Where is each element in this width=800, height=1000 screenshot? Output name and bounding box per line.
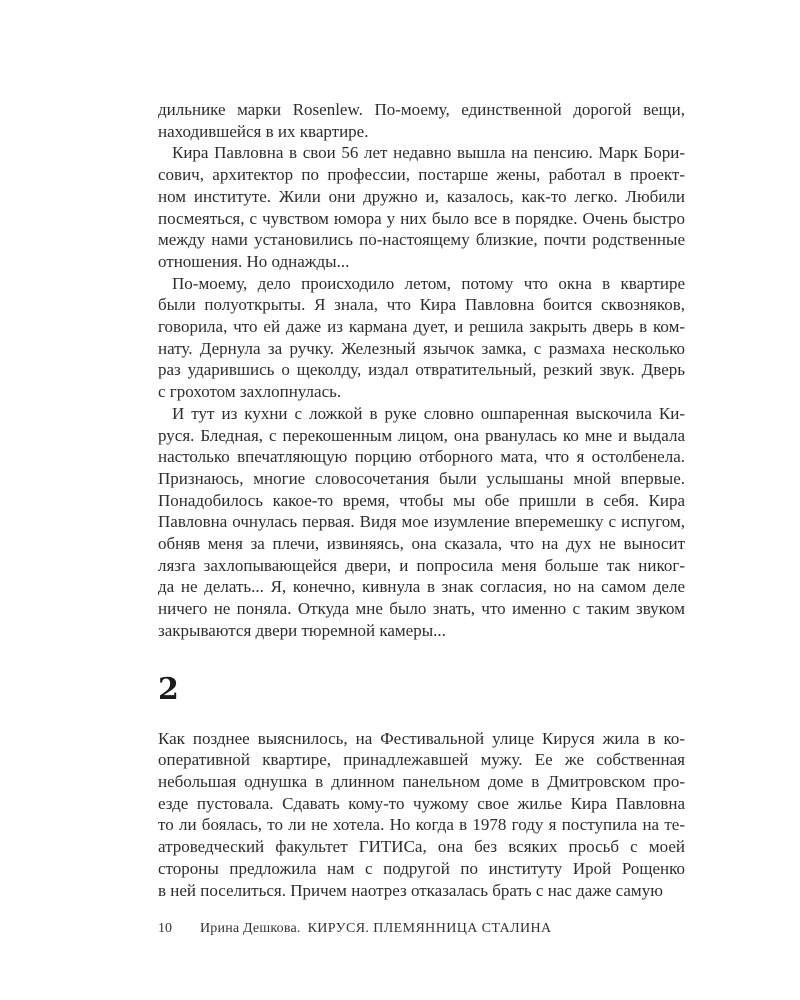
text-line: лязга захлопывающейся двери, и попросила меня больше так никог- bbox=[158, 555, 685, 575]
text-line: И тут из кухни с ложкой в руке словно ошпаренная выскочила Ки- bbox=[172, 403, 685, 423]
text-line: да не делать... Я, конечно, кивнула в знак согласия, но на самом деле bbox=[158, 577, 685, 597]
paragraph bbox=[158, 728, 685, 902]
text-line: закрываются двери тюремной камеры... bbox=[158, 620, 446, 640]
text-line: Понадобилось какое-то время, чтобы мы обе пришли в себя. Кира bbox=[158, 490, 685, 510]
text-line: то ли боялась, то ли не хотела. Но когда в 1978 году я поступила на те- bbox=[158, 815, 685, 835]
text-line: нату. Дернула за ручку. Железный язычок замка, с размаха несколько bbox=[158, 338, 685, 358]
text-line: атроведческий факультет ГИТИСа, она без всяких просьб с моей bbox=[158, 837, 685, 857]
page-number: 10 bbox=[158, 921, 172, 936]
text-line: отношения. Но однажды... bbox=[158, 251, 350, 271]
text-line: стороны предложила нам с подругой по институту Ирой Рощенко bbox=[158, 858, 685, 878]
text-line: небольшая однушка в длинном панельном доме в Дмитровском про- bbox=[158, 771, 685, 791]
text-line: По-моему, дело происходило летом, потому что окна в квартире bbox=[172, 273, 685, 293]
text-line: находившейся в их квартире. bbox=[158, 121, 369, 141]
text-line: ном институте. Жили они дружно и, казалось, как-то легко. Любили bbox=[158, 186, 685, 206]
footer-book-title: КИРУСЯ. ПЛЕМЯННИЦА СТАЛИНА bbox=[307, 921, 552, 936]
text-line: были полуоткрыты. Я знала, что Кира Павловна боится сквозняков, bbox=[158, 295, 685, 315]
text-line: настолько впечатляющую порцию отборного мата, что я остолбенела. bbox=[158, 447, 685, 467]
text-line: дильнике марки Rosenlew. По-моему, единственной дорогой вещи, bbox=[158, 100, 685, 119]
paragraph bbox=[158, 142, 685, 272]
chapter-heading: 2 bbox=[158, 671, 179, 707]
text-line: руся. Бледная, с перекошенным лицом, она рванулась ко мне и выдала bbox=[158, 425, 685, 445]
text-line: езде пустовала. Сдавать кому-то чужому свое жилье Кира Павловна bbox=[158, 793, 685, 813]
text-line: в ней поселиться. Причем наотрез отказалась брать с нас даже самую bbox=[158, 880, 663, 900]
text-line: оперативной квартире, принадлежавшей мужу. Ее же собственная bbox=[158, 750, 685, 770]
text-line: говорила, что ей даже из кармана дует, и решила закрыть дверь в ком- bbox=[158, 317, 685, 337]
page-footer bbox=[158, 920, 685, 938]
paragraph bbox=[158, 403, 685, 642]
footer-author: Ирина Дешкова. bbox=[200, 921, 301, 936]
text-line: ничего не поняла. Откуда мне было знать, что именно с таким звуком bbox=[158, 599, 685, 619]
running-title bbox=[200, 920, 552, 938]
text-block bbox=[158, 99, 685, 901]
text-line: Кира Павловна в свои 56 лет недавно вышла на пенсию. Марк Бори- bbox=[172, 143, 685, 163]
paragraph bbox=[158, 273, 685, 403]
text-line: с грохотом захлопнулась. bbox=[158, 382, 342, 402]
paragraph bbox=[158, 99, 685, 142]
text-line: между нами установились по-настоящему близкие, почти родственные bbox=[158, 230, 685, 250]
text-line: Как позднее выяснилось, на Фестивальной улице Кируся жила в ко- bbox=[158, 728, 685, 748]
text-line: сович, архитектор по профессии, постарше жены, работал в проект- bbox=[158, 165, 685, 185]
text-line: Признаюсь, многие словосочетания были услышаны мной впервые. bbox=[158, 468, 685, 488]
text-line: раз ударившись о щеколду, издал отвратительный, резкий звук. Дверь bbox=[158, 360, 685, 380]
text-line: обняв меня за плечи, извиняясь, она сказала, что на дух не выносит bbox=[158, 534, 685, 554]
text-line: посмеяться, с чувством юмора у них было все в порядке. Очень быстро bbox=[158, 208, 685, 228]
text-line: Павловна очнулась первая. Видя мое изумление вперемешку с испугом, bbox=[158, 512, 685, 532]
